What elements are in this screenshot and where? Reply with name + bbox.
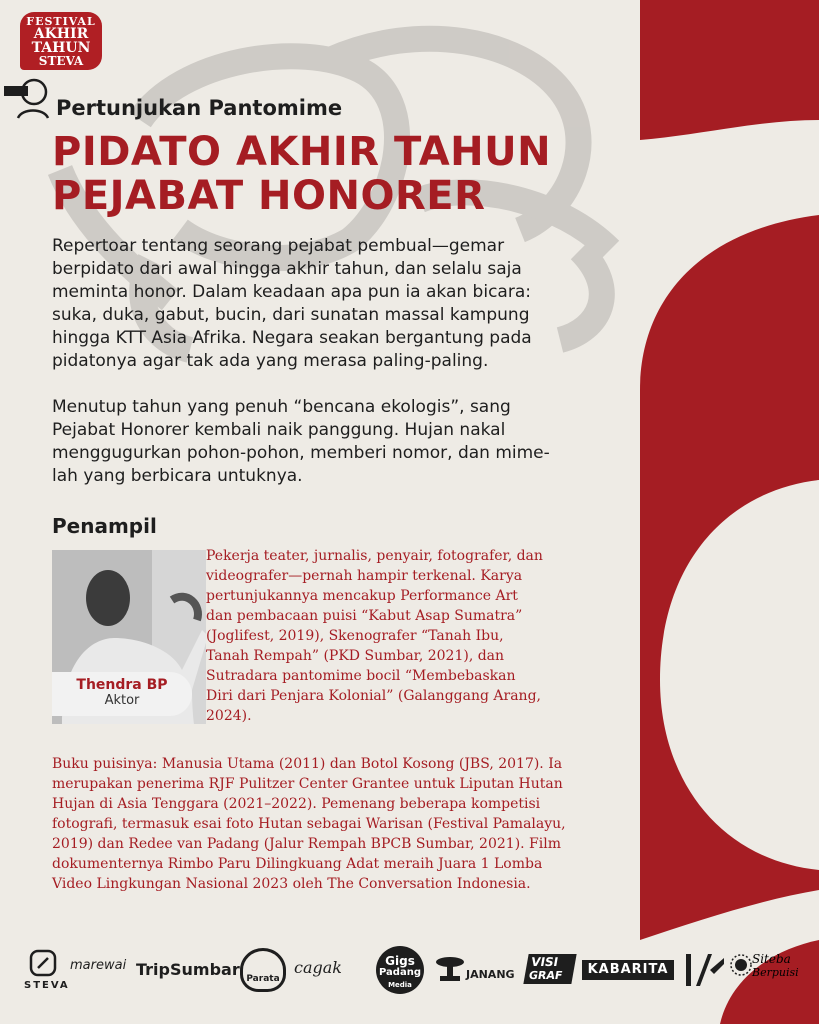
parata-logo — [240, 948, 286, 992]
description-paragraph-2: Menutup tahun yang penuh “bencana ekologis”, sang Pejabat Honorer kembali naik panggung. Hujan nakal menggugurkan pohon-pohon, memberi nomor, dan mime-lah yang berbicara untuknya. — [52, 397, 550, 486]
description-paragraph-1: Repertoar tentang seorang pejabat pembual—gemar berpidato dari awal hingga akhir tahun, dan selalu saja meminta honor. Dalam keadaan apa pun ia akan bicara: suka, duka, gabut, bucin, dari sunatan massal kampung hingga KTT Asia Afrika. Negara seakan bergantung pada pidatonya agar tak ada yang merasa paling-paling. — [52, 236, 532, 371]
sponsor-cagak: cagak — [294, 958, 342, 977]
sponsor-siteba-1: Siteba — [752, 952, 791, 966]
sponsor-gigs-3: Media — [388, 981, 412, 989]
show-title — [52, 130, 551, 218]
sponsor-mark-icon — [682, 950, 726, 990]
janang-logo-icon — [434, 952, 466, 984]
sponsor-janang: JANANG — [466, 968, 515, 981]
sponsor-siteba-2: Berpuisi — [752, 966, 799, 979]
sponsor-parata: Parata — [246, 974, 280, 984]
siteba-sun-icon — [730, 954, 752, 976]
siteba-logo — [752, 952, 799, 980]
title-line-1: PIDATO AKHIR TAHUN — [52, 129, 552, 175]
performer-bio-side: Pekerja teater, jurnalis, penyair, fotografer, dan videografer—pernah hampir terkenal. Karya pertunjukannya mencakup Performance Art dan pembacaan puisi “Kabut Asap Sumatra” (Joglifest, 2019), Skenografer “Tanah Ibu, Tanah Rempah” (PKD Sumbar, 2021), dan Sutradara pantomime bocil “Membebaskan Diri dari Penjara Kolonial” (Galanggang Arang, 2024). — [206, 548, 543, 724]
sponsor-logos — [0, 940, 819, 1010]
sponsor-visigraf-1: VISI — [530, 955, 560, 969]
logo-line-akhir: AKHIR — [33, 26, 89, 42]
logo-line-festival: FESTIVAL — [26, 15, 96, 28]
logo-line-steva: STEVA — [38, 54, 84, 68]
performers-heading: Penampil — [52, 514, 157, 538]
logo-line-tahun: TAHUN — [31, 40, 91, 56]
gigs-padang-logo — [376, 946, 424, 994]
arc-cutout — [700, 480, 819, 830]
performer-role: Aktor — [104, 693, 140, 708]
sponsor-gigs-2: Padang — [379, 967, 421, 978]
event-category: Pertunjukan Pantomime — [56, 96, 343, 120]
red-arc-top — [640, 0, 819, 140]
performer-bio-bottom: Buku puisinya: Manusia Utama (2011) dan Botol Kosong (JBS, 2017). Ia merupakan penerima RJF Pulitzer Center Grantee untuk Liputan Hutan Hujan di Asia Tenggara (2021–2022). Pemenang beberapa kompetisi fotografi, termasuk esai foto Hutan sebagai Warisan (Festival Pamalayu, 2019) dan Redee van Padang (Jalur Rempah BPCB Sumbar, 2021). Film dokumenternya Rimbo Paru Dilingkuang Adat meraih Juara 1 Lomba Video Lingkungan Nasional 2023 oleh The Conversation Indonesia. — [52, 756, 566, 892]
sponsor-gigs-1: Gigs — [385, 954, 415, 968]
kabarita-logo — [582, 960, 674, 980]
sponsor-tripsumbar: TripSumbar — [136, 960, 240, 979]
performer-nametag — [52, 672, 192, 716]
festival-logo — [20, 12, 102, 70]
mime-face-icon — [4, 74, 52, 120]
sponsor-marewai: marewai — [70, 958, 127, 973]
steva-logo-icon — [28, 948, 58, 978]
performer-name: Thendra BP — [76, 677, 168, 693]
sponsor-kabarita: KABARITA — [587, 962, 669, 977]
visigraf-logo — [523, 954, 576, 984]
sponsor-visigraf-2: GRAF — [527, 969, 564, 982]
sponsor-steva: STEVA — [24, 980, 70, 991]
title-line-2: PEJABAT HONORER — [52, 173, 486, 219]
